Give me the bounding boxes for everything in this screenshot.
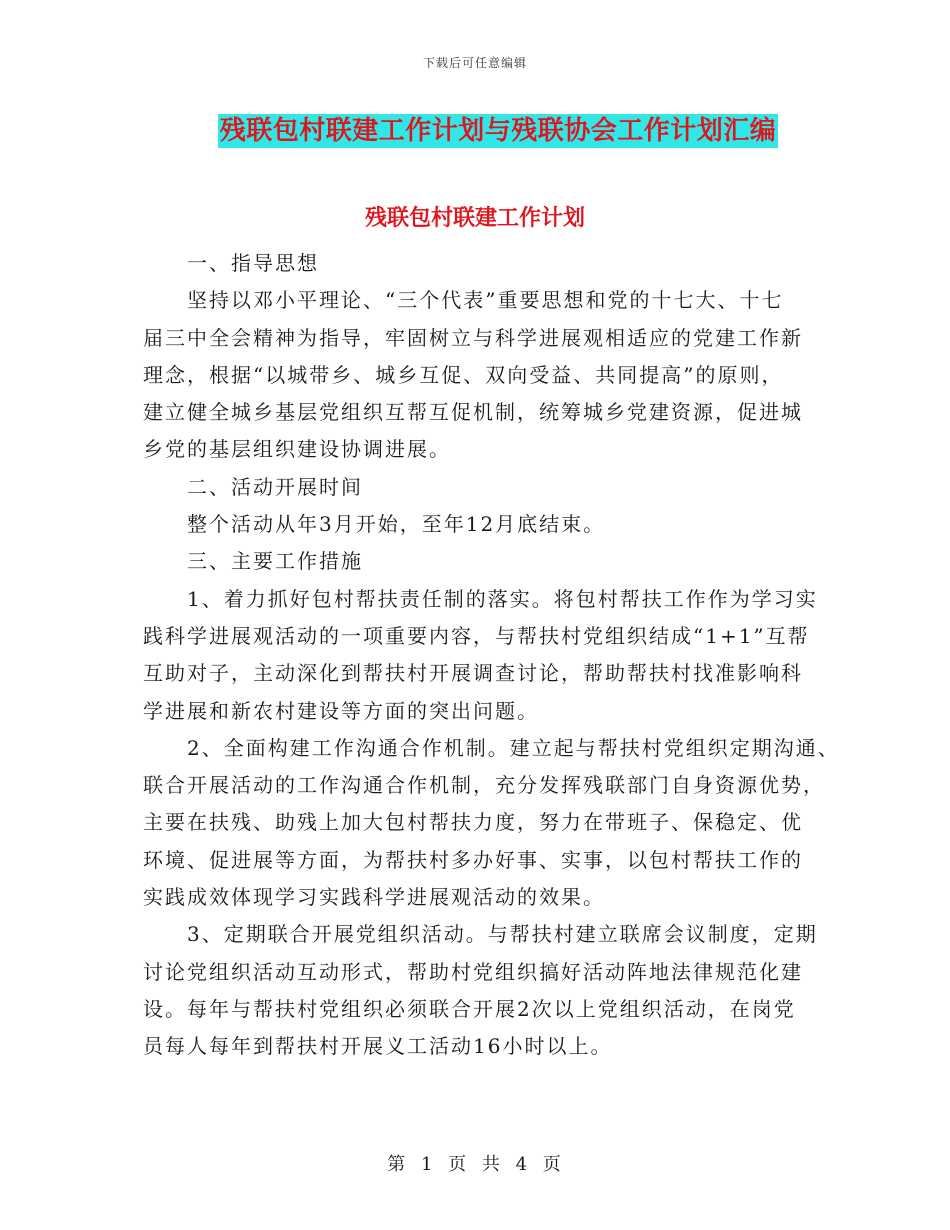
paragraph-line: 环境、促进展等方面，为帮扶村多办好事、实事，以包村帮扶工作的: [143, 847, 803, 872]
paragraph-line: 互助对子，主动深化到帮扶村开展调查讨论，帮助帮扶村找准影响科: [143, 661, 803, 686]
paragraph-line: 届三中全会精神为指导，牢固树立与科学进展观相适应的党建工作新: [143, 325, 803, 350]
paragraph-line: 坚持以邓小平理论、“三个代表”重要思想和党的十七大、十七: [187, 288, 784, 313]
paragraph-line: 理念，根据“以城带乡、城乡互促、双向受益、共同提高”的原则，: [143, 362, 784, 387]
heading-guiding-ideology: 一、指导思想: [187, 251, 319, 275]
main-title: 残联包村联建工作计划与残联协会工作计划汇编: [219, 116, 777, 146]
heading-main-measures: 三、主要工作措施: [187, 549, 363, 574]
paragraph-line: 设。每年与帮扶村党组织必须联合开展2次以上党组织活动，在岗党: [143, 996, 796, 1021]
page-number: 第 1 页 共 4 页: [387, 1154, 563, 1175]
paragraph-line: 主要在扶残、助残上加大包村帮扶力度，努力在带班子、保稳定、优: [143, 810, 803, 835]
paragraph-line: 联合开展活动的工作沟通合作机制，充分发挥残联部门自身资源优势，: [143, 773, 825, 798]
paragraph-line: 讨论党组织活动互动形式，帮助村党组织搞好活动阵地法律规范化建: [143, 959, 803, 984]
paragraph-line: 学进展和新农村建设等方面的突出问题。: [143, 698, 539, 723]
body-text: [143, 245, 840, 1066]
header-note: 下载后可任意编辑: [422, 56, 527, 70]
paragraph-line: 实践成效体现学习实践科学进展观活动的效果。: [143, 885, 605, 910]
paragraph-line: 1、着力抓好包村帮扶责任制的落实。将包村帮扶工作作为学习实: [187, 586, 818, 611]
main-title-wrap: [0, 114, 950, 148]
paragraph-line: 践科学进展观活动的一项重要内容，与帮扶村党组织结成“1+1”互帮: [143, 623, 810, 648]
paragraph-line: 建立健全城乡基层党组织互帮互促机制，统筹城乡党建资源，促进城: [143, 400, 803, 425]
paragraph-line: 3、定期联合开展党组织活动。与帮扶村建立联席会议制度，定期: [187, 922, 818, 947]
paragraph-line: 乡党的基层组织建设协调进展。: [143, 437, 451, 462]
paragraph-line: 2、全面构建工作沟通合作机制。建立起与帮扶村党组织定期沟通、: [187, 735, 840, 760]
paragraph-line: 员每人每年到帮扶村开展义工活动16小时以上。: [143, 1034, 613, 1059]
sub-title: 残联包村联建工作计划: [364, 205, 585, 231]
paragraph-line: 整个活动从年3月开始，至年12月底结束。: [187, 512, 606, 537]
heading-activity-time: 二、活动开展时间: [187, 474, 363, 499]
